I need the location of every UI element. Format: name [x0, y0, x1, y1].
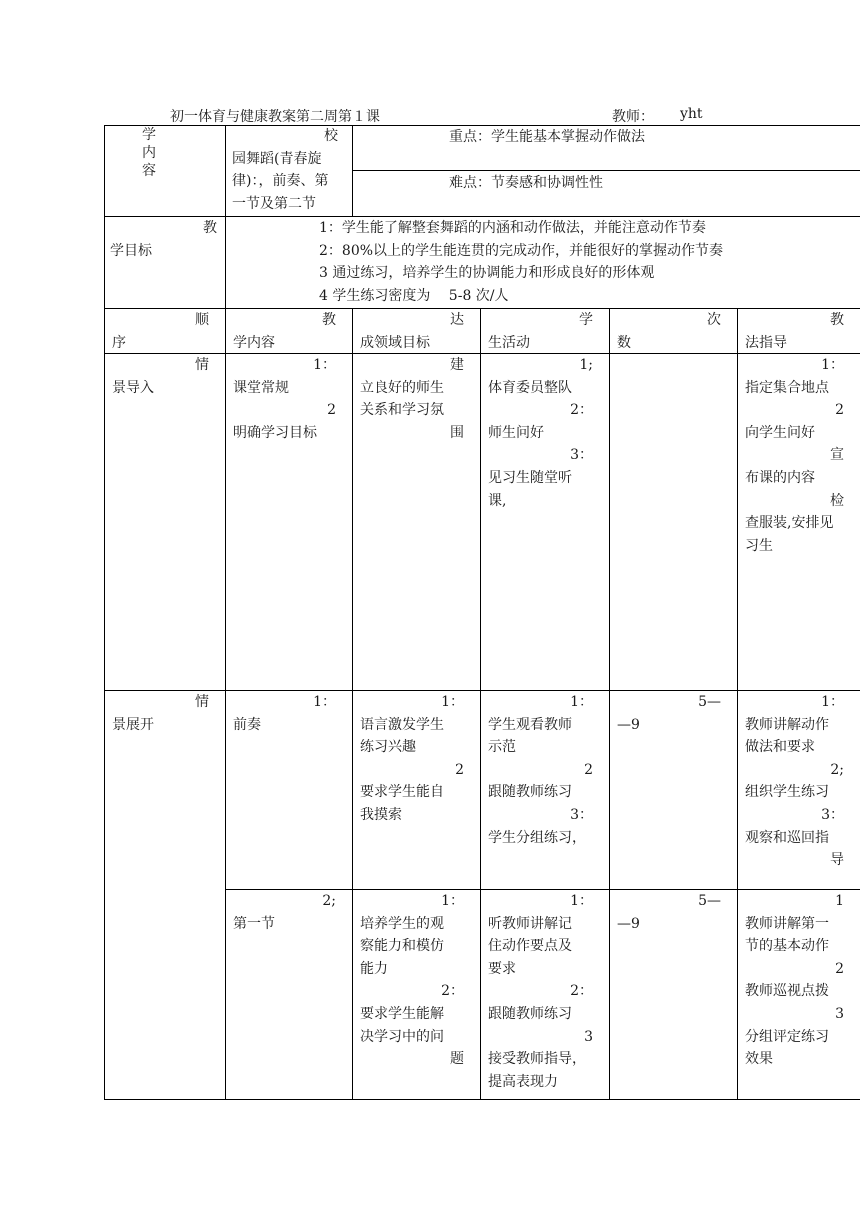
row-activity-line: 提高表现力: [488, 1073, 558, 1090]
row-content-line: 1：: [313, 694, 336, 710]
row-activity-line: 示范: [488, 739, 516, 756]
column-header-line: 次: [707, 312, 721, 328]
teacher-name: yht: [680, 106, 703, 122]
row-activity-line: 3: [584, 1028, 593, 1045]
column-divider-5: [737, 308, 738, 1099]
key-difficulty-divider: [352, 170, 860, 171]
row-activity-line: 学生观看教师: [488, 716, 572, 733]
lesson-title: 初一体育与健康教案第二周第１课: [170, 109, 380, 125]
row-goal-line: 立良好的师生: [360, 379, 444, 396]
row-method-line: 习生: [745, 537, 773, 554]
row-activity-line: 2：: [570, 983, 593, 1000]
row-method-line: 布课的内容: [745, 470, 815, 486]
row-method-line: 做法和要求: [745, 739, 815, 756]
topic-line: 律)：，前奏、第: [232, 173, 329, 190]
row-goal-line: 1：: [441, 893, 464, 909]
row-goal-line: 察能力和模仿: [360, 938, 444, 955]
row-goal-line: 2：: [441, 983, 464, 1000]
row-activity-line: 要求: [488, 960, 516, 977]
row-method-line: 导: [830, 852, 844, 869]
row-goal-line: 建: [450, 357, 464, 373]
row-goal-line: 语言激发学生: [360, 716, 444, 733]
goal-item: 3 通过练习，培养学生的协调能力和形成良好的形体观: [319, 265, 655, 282]
topic-line: 园舞蹈(青春旋: [232, 150, 322, 167]
column-header-line: 教: [322, 312, 336, 328]
goals-label-line: 学目标: [110, 242, 152, 259]
row-method-line: 1: [835, 893, 844, 909]
table-left-border: [104, 125, 105, 1100]
row-activity-line: 住动作要点及: [488, 938, 572, 955]
row-method-line: 观察和巡回指: [745, 829, 829, 846]
row-activity-line: 1;: [579, 357, 593, 373]
columns-top-border: [104, 308, 860, 309]
key-point-text: 重点：学生能基本掌握动作做法: [449, 129, 645, 145]
row-content-line: 第一节: [233, 915, 275, 932]
column-header-line: 成领域目标: [360, 334, 430, 351]
row-goal-line: 要求学生能解: [360, 1006, 444, 1022]
row-activity-line: 1：: [570, 893, 593, 909]
row-method-line: 教师讲解动作: [745, 716, 829, 733]
row-method-line: 分组评定练习: [745, 1028, 829, 1045]
row-goal-line: 练习兴趣: [360, 739, 416, 756]
row-goal-line: 关系和学习氛: [360, 402, 444, 419]
row-method-line: 效果: [745, 1051, 773, 1068]
row-activity-line: 3：: [570, 447, 593, 464]
column-divider-2: [352, 308, 353, 1099]
column-header-line: 顺: [195, 312, 209, 328]
column-header-line: 法指导: [745, 334, 787, 351]
row-content-line: 前奏: [233, 716, 261, 733]
row-order-line: 景导入: [112, 379, 154, 396]
row-order-line: 情: [195, 694, 209, 710]
row-sub-divider: [225, 889, 860, 890]
row-method-line: 1：: [821, 357, 844, 373]
row-goal-line: 我摸索: [360, 807, 402, 823]
row-goal-line: 2: [455, 761, 464, 778]
row-goal-line: 题: [450, 1051, 464, 1068]
row-activity-line: 跟随教师练习: [488, 784, 572, 801]
row-content-line: 1：: [313, 357, 336, 373]
row-activity-line: 接受教师指导，: [488, 1051, 586, 1068]
row-method-line: 3: [835, 1006, 844, 1022]
goal-item: 4 学生练习密度为 5-8 次/人: [319, 287, 509, 304]
row-content-line: 课堂常规: [233, 379, 289, 396]
content-label-char: 容: [142, 163, 156, 179]
row-method-line: 宣: [830, 447, 844, 464]
row-activity-line: 师生问好: [488, 424, 544, 441]
row-count-line: —9: [617, 915, 640, 932]
goals-label-divider: [225, 216, 226, 308]
row-goal-line: 培养学生的观: [360, 915, 444, 932]
column-header-line: 学内容: [233, 334, 275, 351]
column-divider-1: [225, 308, 226, 1099]
row-method-line: 3：: [821, 807, 844, 823]
content-topic-divider: [352, 125, 353, 216]
difficulty-text: 难点：节奏感和协调性性: [449, 175, 603, 191]
column-header-line: 达: [450, 312, 464, 328]
row-order-line: 景展开: [112, 716, 154, 733]
row-content-line: 明确学习目标: [233, 424, 317, 441]
row-intro-bottom-border: [104, 690, 860, 691]
row-method-line: 向学生问好: [745, 424, 815, 441]
row-content-line: 2;: [322, 893, 336, 909]
row-goal-line: 决学习中的问: [360, 1028, 444, 1045]
row-method-line: 教师讲解第一: [745, 915, 829, 932]
row-activity-line: 见习生随堂听: [488, 470, 572, 486]
column-divider-4: [609, 308, 610, 1099]
column-header-line: 数: [617, 334, 631, 351]
row-method-line: 教师巡视点拨: [745, 983, 829, 1000]
column-header-line: 教: [830, 312, 844, 328]
row-activity-line: 1：: [570, 694, 593, 710]
goals-label-line: 教: [203, 220, 217, 236]
goal-item: 2：80%以上的学生能连贯的完成动作，并能很好的掌握动作节奏: [319, 242, 724, 259]
goal-item: 1：学生能了解整套舞蹈的内涵和动作做法，并能注意动作节奏: [319, 220, 706, 236]
row-method-line: 2: [835, 402, 844, 419]
row-goal-line: 围: [450, 424, 464, 441]
column-divider-3: [480, 308, 481, 1099]
topic-line: 一节及第二节: [232, 195, 316, 212]
row-activity-line: 学生分组练习，: [488, 829, 586, 846]
row-activity-line: 3：: [570, 807, 593, 823]
content-label-char: 学: [142, 127, 156, 143]
row-method-line: 检: [830, 492, 844, 509]
row-activity-line: 2: [584, 761, 593, 778]
table-bottom-border: [104, 1099, 860, 1100]
row-activity-line: 听教师讲解记: [488, 915, 572, 932]
row-activity-line: 跟随教师练习: [488, 1006, 572, 1022]
column-header-line: 学: [579, 312, 593, 328]
document-header: [0, 106, 860, 126]
row-method-line: 组织学生练习: [745, 784, 829, 801]
row-goal-line: 1：: [441, 694, 464, 710]
row-method-line: 节的基本动作: [745, 938, 829, 955]
row-activity-line: 课,: [488, 492, 507, 509]
content-label-divider: [225, 125, 226, 216]
row-count-line: —9: [617, 716, 640, 733]
content-label-char: 内: [142, 145, 156, 161]
row-method-line: 1：: [821, 694, 844, 710]
row-count-line: 5—: [698, 893, 721, 909]
row-count-line: 5—: [698, 694, 721, 710]
row-activity-line: 2：: [570, 402, 593, 419]
row-order-line: 情: [195, 357, 209, 373]
row-content-line: 2: [327, 402, 336, 419]
column-header-line: 序: [112, 334, 126, 351]
row-method-line: 2;: [830, 761, 844, 778]
teacher-label: 教师：: [612, 109, 654, 125]
row-goal-line: 能力: [360, 960, 388, 977]
row-method-line: 指定集合地点: [745, 379, 829, 396]
topic-line: 校: [324, 128, 338, 144]
row-activity-line: 体育委员整队: [488, 379, 572, 396]
row-goal-line: 要求学生能自: [360, 784, 444, 801]
row-method-line: 查服装,安排见: [745, 515, 834, 532]
column-header-line: 生活动: [488, 334, 530, 351]
row-method-line: 2: [835, 960, 844, 977]
